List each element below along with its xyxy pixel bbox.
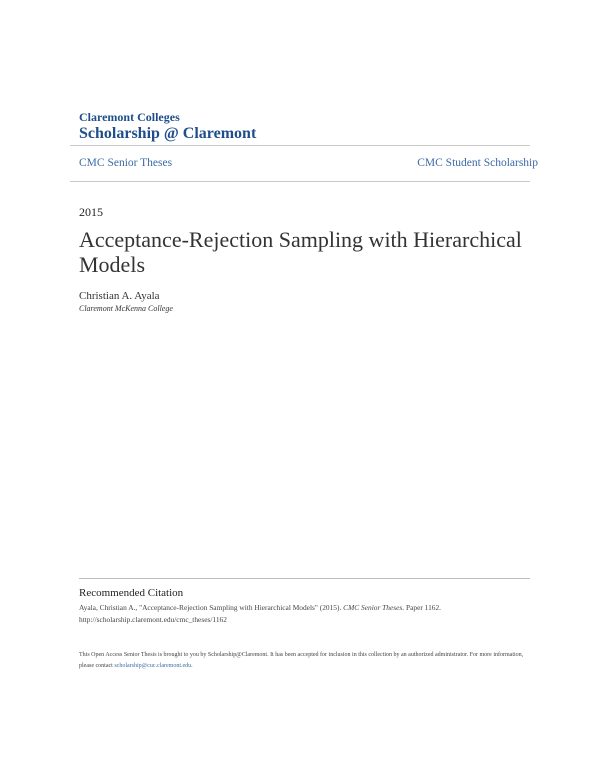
citation-divider — [79, 578, 530, 579]
notice-end: . — [191, 663, 193, 669]
document-title: Acceptance-Rejection Sampling with Hierarchical Models — [79, 227, 522, 277]
open-access-notice — [79, 650, 529, 672]
publication-year: 2015 — [79, 205, 103, 219]
citation-text — [79, 602, 529, 626]
header-divider-bottom — [70, 181, 530, 182]
citation-series: CMC Senior Theses — [343, 603, 403, 612]
brand-logo[interactable] — [79, 110, 256, 143]
author-affiliation: Claremont McKenna College — [79, 304, 173, 313]
link-cmc-student-scholarship[interactable]: CMC Student Scholarship — [417, 157, 538, 169]
citation-url[interactable]: http://scholarship.claremont.edu/cmc_theses/1162 — [79, 615, 227, 624]
header-divider-top — [70, 145, 530, 146]
brand-top-text: Claremont Colleges — [79, 110, 180, 124]
notice-text: This Open Access Senior Thesis is brought to you by Scholarship@Claremont. It has been accepted for inclusion in this collection by an authorized administrator. For more information, please contact — [79, 652, 524, 669]
citation-heading: Recommended Citation — [79, 587, 184, 599]
link-cmc-senior-theses[interactable]: CMC Senior Theses — [79, 157, 173, 169]
author-name: Christian A. Ayala — [79, 290, 160, 302]
citation-suffix: . Paper 1162. — [402, 603, 442, 612]
citation-prefix: Ayala, Christian A., "Acceptance-Rejection Sampling with Hierarchical Models" (2015). — [79, 603, 344, 612]
brand-main-text: Scholarship @ Claremont — [79, 125, 257, 142]
contact-email-link[interactable]: scholarship@cuc.claremont.edu — [114, 663, 192, 669]
